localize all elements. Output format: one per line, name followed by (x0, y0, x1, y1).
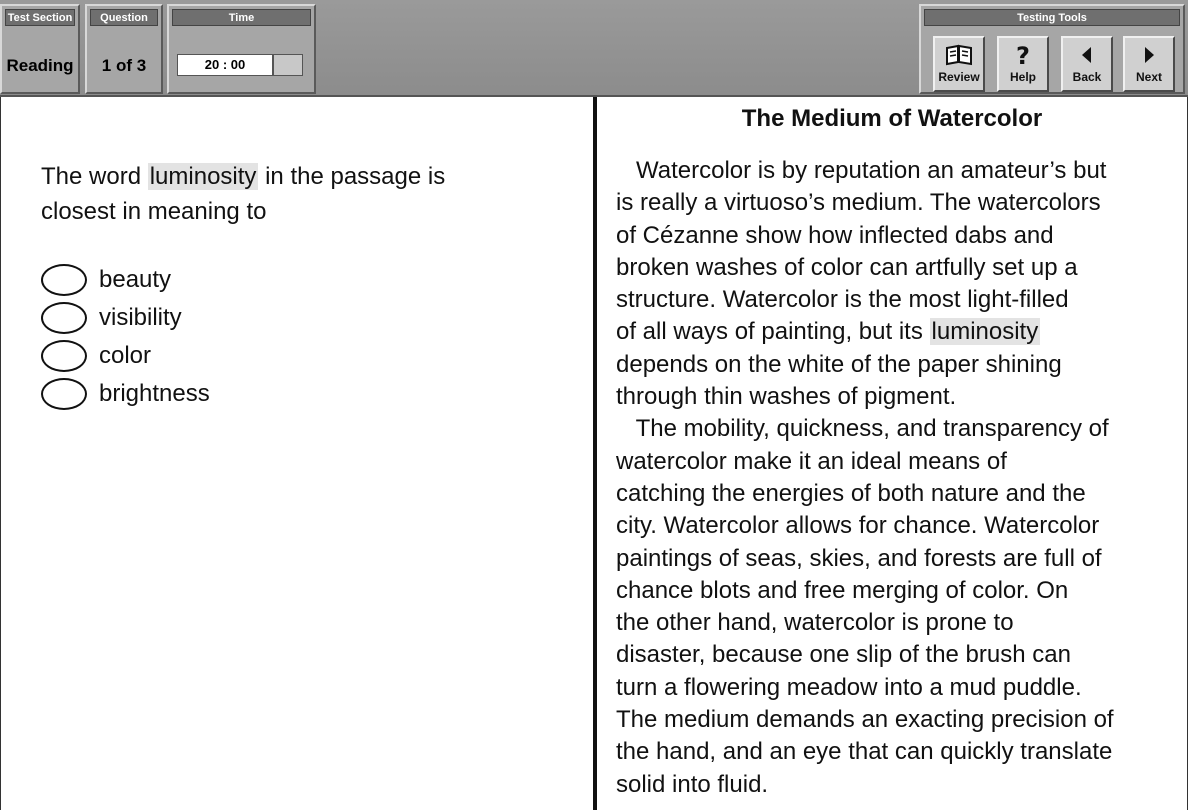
option-label: brightness (99, 380, 210, 407)
option-visibility[interactable] (41, 299, 210, 337)
passage-line: city. Watercolor allows for chance. Watercolor (616, 512, 1100, 540)
passage-line: The medium demands an exacting precision of (616, 706, 1114, 734)
review-label: Review (938, 70, 980, 84)
test-section-value: Reading (6, 56, 74, 75)
passage-line: broken washes of color can artfully set up a (616, 253, 1078, 281)
top-toolbar (0, 0, 1188, 97)
answer-options (41, 261, 210, 413)
passage-line: of Cézanne show how inflected dabs and (616, 221, 1054, 249)
passage-line: watercolor make it an ideal means of (616, 447, 1007, 475)
testing-tools-panel (919, 4, 1185, 94)
passage-line-with-highlight (616, 316, 1176, 348)
passage-text (616, 155, 1176, 801)
passage-line-text: of all ways of painting, but its (616, 318, 923, 346)
hide-time-button[interactable] (273, 54, 303, 76)
radio-button[interactable] (41, 340, 87, 372)
back-label: Back (1072, 70, 1102, 84)
test-section-panel (0, 4, 80, 94)
test-section-label: Test Section (5, 9, 75, 26)
option-beauty[interactable] (41, 261, 210, 299)
next-button[interactable] (1123, 36, 1175, 92)
passage-line: is really a virtuoso’s medium. The watercolors (616, 189, 1101, 217)
option-label: visibility (99, 304, 182, 331)
passage-line: Watercolor is by reputation an amateur’s but (616, 157, 1107, 184)
time-panel (167, 4, 316, 94)
passage-line: through thin washes of pigment. (616, 383, 957, 411)
passage-line: structure. Watercolor is the most light-filled (616, 286, 1069, 314)
passage-line: the other hand, watercolor is prone to (616, 609, 1014, 637)
radio-button[interactable] (41, 378, 87, 410)
time-label: Time (172, 9, 311, 26)
option-label: color (99, 342, 152, 369)
review-button[interactable] (933, 36, 985, 92)
passage-line: turn a flowering meadow into a mud puddle. (616, 673, 1082, 701)
question-counter: 1 of 3 (101, 56, 147, 75)
prompt-line2: closest in meaning to (41, 198, 267, 225)
question-pane (0, 97, 593, 810)
radio-button[interactable] (41, 264, 87, 296)
option-label: beauty (99, 266, 172, 293)
passage-line: chance blots and free merging of color. On (616, 576, 1069, 604)
timer-display: 20 : 00 (177, 54, 273, 76)
passage-line: catching the energies of both nature and the (616, 479, 1086, 507)
svg-text:?: ? (1016, 42, 1030, 68)
help-button[interactable] (997, 36, 1049, 92)
radio-button[interactable] (41, 302, 87, 334)
back-button[interactable] (1061, 36, 1113, 92)
passage-line: paintings of seas, skies, and forests are full of (616, 544, 1102, 572)
passage-pane (597, 97, 1188, 810)
option-color[interactable] (41, 337, 210, 375)
passage-highlighted-word: luminosity (931, 318, 1039, 346)
passage-line: depends on the white of the paper shining (616, 350, 1062, 378)
passage-line: disaster, because one slip of the brush can (616, 641, 1071, 669)
passage-title: The Medium of Watercolor (741, 105, 1043, 132)
question-panel (85, 4, 163, 94)
passage-line: The mobility, quickness, and transparency of (616, 415, 1109, 443)
highlighted-word: luminosity (149, 163, 257, 190)
question-prompt (41, 159, 561, 229)
option-brightness[interactable] (41, 375, 210, 413)
passage-line: the hand, and an eye that can quickly translate (616, 738, 1113, 766)
testing-tools-label: Testing Tools (924, 9, 1180, 26)
question-mark-icon (999, 42, 1047, 70)
prompt-after: in the passage is (265, 163, 446, 190)
arrow-right-icon (1125, 42, 1173, 70)
passage-line: solid into fluid. (616, 770, 769, 798)
book-icon (935, 42, 983, 70)
prompt-before: The word (41, 163, 142, 190)
next-label: Next (1135, 70, 1162, 84)
arrow-left-icon (1063, 42, 1111, 70)
help-label: Help (1009, 70, 1036, 84)
question-label: Question (90, 9, 158, 26)
